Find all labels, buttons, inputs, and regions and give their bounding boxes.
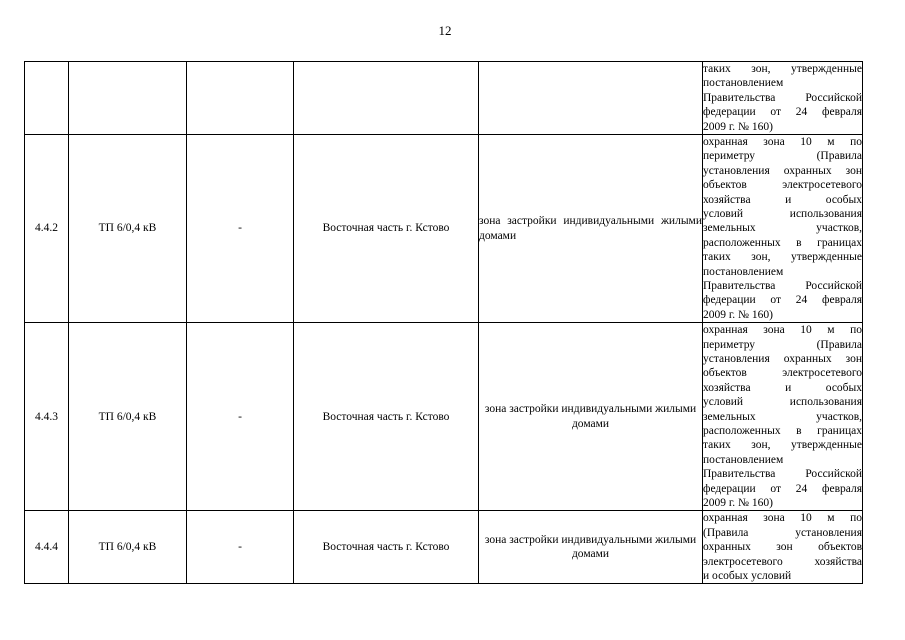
zone-type [479, 62, 703, 135]
dash-cell: - [187, 323, 294, 511]
zone-type: зона застройки индивидуальными жилыми домами [479, 511, 703, 584]
note-line: охранная зона 10 м по [703, 324, 862, 337]
note-line: установления охранных зон [703, 164, 862, 177]
zone-type: зона застройки индивидуальными жилыми домами [479, 323, 703, 511]
protection-zone-note [703, 511, 863, 584]
zone-type: зона застройки индивидуальными жилыми домами [479, 135, 703, 323]
note-line: периметру (Правила [703, 338, 862, 351]
note-line: и особых условий [703, 569, 792, 582]
row-number [25, 62, 69, 135]
protection-zone-note [703, 135, 863, 323]
object-name: ТП 6/0,4 кВ [69, 323, 187, 511]
row-number: 4.4.3 [25, 323, 69, 511]
note-line: земельных участков, [703, 222, 862, 235]
note-line: хозяйства и особых [703, 381, 862, 394]
note-line: хозяйства и особых [703, 193, 862, 206]
note-line: объектов электросетевого [703, 179, 862, 192]
table-row [25, 511, 863, 584]
note-line: постановлением [703, 265, 784, 278]
dash-cell: - [187, 511, 294, 584]
note-line: 2009 г. № 160) [703, 496, 773, 509]
object-name: ТП 6/0,4 кВ [69, 135, 187, 323]
note-line: условий использования [703, 208, 862, 220]
table-row [25, 323, 863, 511]
note-line: расположенных в границах [703, 424, 862, 437]
note-line: земельных участков, [703, 410, 862, 423]
note-line: электросетевого хозяйства [703, 555, 862, 568]
note-line: постановлением [703, 77, 784, 90]
note-line: таких зон, утвержденные [703, 63, 862, 76]
location: Восточная часть г. Кстово [294, 135, 479, 323]
dash-cell [187, 62, 294, 135]
protection-zone-note [703, 62, 863, 135]
note-line: объектов электросетевого [703, 367, 862, 380]
note-line: охранная зона 10 м по [703, 512, 862, 525]
note-line: периметру (Правила [703, 150, 862, 163]
location: Восточная часть г. Кстово [294, 511, 479, 584]
note-line: постановлением [703, 453, 784, 466]
page-number: 12 [438, 23, 452, 38]
note-line: Правительства Российской [703, 91, 862, 104]
table-row [25, 135, 863, 323]
dash-cell: - [187, 135, 294, 323]
note-line: установления охранных зон [703, 353, 862, 366]
object-name [69, 62, 187, 135]
location: Восточная часть г. Кстово [294, 323, 479, 511]
note-line: Правительства Российской [703, 468, 862, 481]
note-line: Правительства Российской [703, 279, 862, 292]
note-line: таких зон, утвержденные [703, 439, 862, 452]
note-line: (Правила установления [703, 526, 862, 539]
note-line: охранных зон объектов [703, 541, 862, 554]
protection-zone-note [703, 323, 863, 511]
object-name: ТП 6/0,4 кВ [69, 511, 187, 584]
note-line: расположенных в границах [703, 236, 862, 249]
row-number: 4.4.4 [25, 511, 69, 584]
location [294, 62, 479, 135]
table-row [25, 62, 863, 135]
note-line: федерации от 24 февраля [703, 106, 862, 119]
note-line: 2009 г. № 160) [703, 308, 773, 321]
note-line: таких зон, утвержденные [703, 251, 862, 264]
row-number: 4.4.2 [25, 135, 69, 323]
note-line: условий использования [703, 396, 862, 409]
note-line: федерации от 24 февраля [703, 294, 862, 307]
note-line: охранная зона 10 м по [703, 136, 862, 149]
note-line: 2009 г. № 160) [703, 120, 773, 133]
facilities-table [24, 61, 863, 584]
note-line: федерации от 24 февраля [703, 482, 862, 495]
